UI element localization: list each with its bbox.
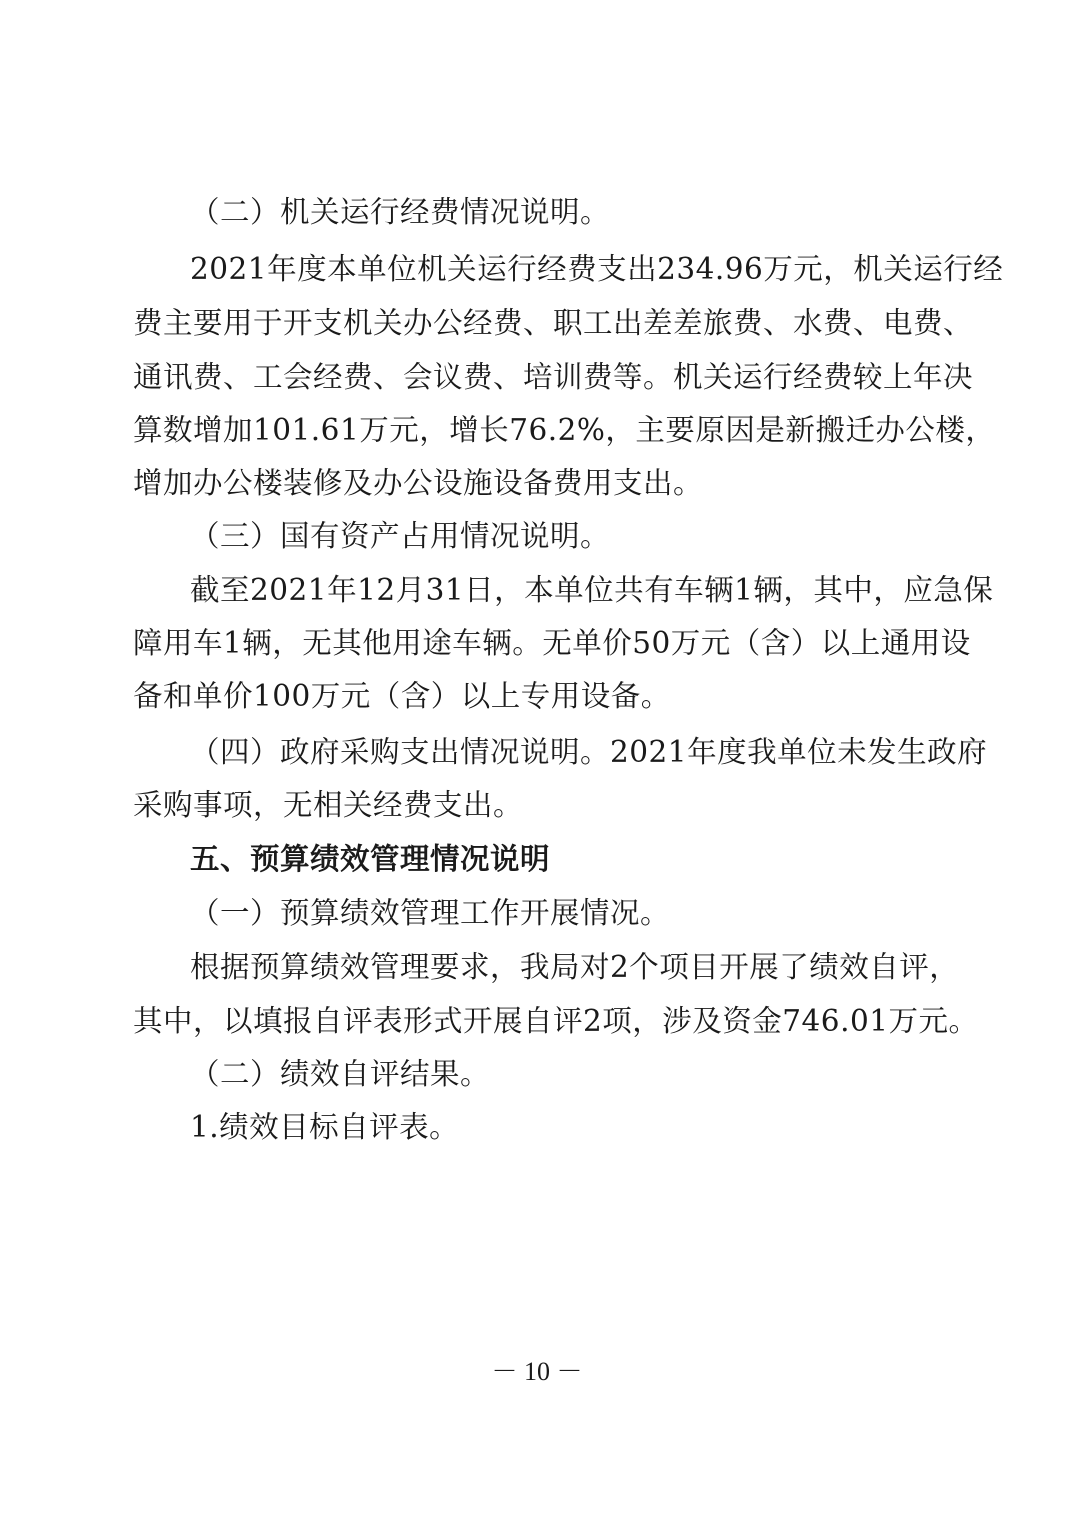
paragraph-line: （四）政府采购支出情况说明。2021年度我单位未发生政府	[190, 735, 988, 769]
subheading-self-evaluation: （二）绩效自评结果。	[190, 1057, 491, 1091]
subheading-performance-work: （一）预算绩效管理工作开展情况。	[190, 896, 671, 930]
paragraph-line: 备和单价100万元（含）以上专用设备。	[133, 679, 671, 713]
paragraph-line: 根据预算绩效管理要求，我局对2个项目开展了绩效自评，	[190, 950, 960, 984]
section-heading-performance: 五、预算绩效管理情况说明	[190, 842, 551, 876]
paragraph-line: 算数增加101.61万元，增长76.2%，主要原因是新搬迁办公楼，	[133, 413, 996, 447]
paragraph-line: 通讯费、工会经费、会议费、培训费等。机关运行经费较上年决	[133, 360, 974, 394]
paragraph-line: 截至2021年12月31日，本单位共有车辆1辆，其中，应急保	[190, 573, 994, 607]
paragraph-line: 费主要用于开支机关办公经费、职工出差差旅费、水费、电费、	[133, 306, 974, 340]
subheading-state-assets: （三）国有资产占用情况说明。	[190, 519, 611, 553]
paragraph-line: 增加办公楼装修及办公设施设备费用支出。	[133, 466, 704, 500]
subheading-operating-funds: （二）机关运行经费情况说明。	[190, 195, 611, 229]
paragraph-line: 其中，以填报自评表形式开展自评2项，涉及资金746.01万元。	[133, 1004, 979, 1038]
page-number: － 10 －	[491, 1357, 583, 1386]
list-item-evaluation-table: 1.绩效目标自评表。	[190, 1110, 460, 1144]
paragraph-line: 障用车1辆，无其他用途车辆。无单价50万元（含）以上通用设	[133, 626, 971, 660]
paragraph-line: 2021年度本单位机关运行经费支出234.96万元，机关运行经	[190, 252, 1004, 286]
paragraph-line: 采购事项，无相关经费支出。	[133, 788, 524, 822]
